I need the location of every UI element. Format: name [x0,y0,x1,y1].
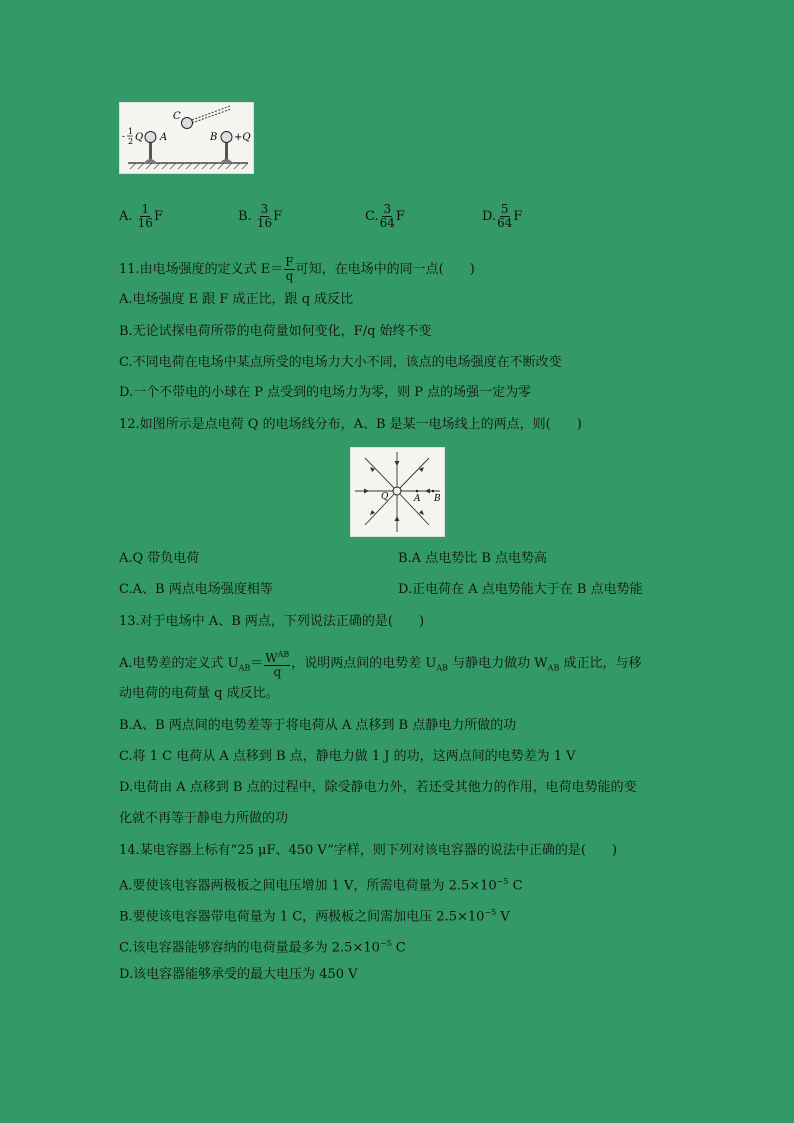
option-letter: D. [482,209,497,224]
q13-option-d-cont: 化就不再等于静电力所做的功 [119,811,289,826]
q10-option-b: B. $\frac{3}{16}$ F [238,202,283,230]
q14-option-a: A.要使该电容器两极板之间电压增加 1 V，所需电荷量为 $2.5\times 10^{-5}$ C [119,877,523,894]
q10-option-c: C. $\frac{3}{64}$ F [365,202,405,230]
q13-option-d: D.电荷由 A 点移到 B 点的过程中，除受静电力外，若还受其他力的作用，电荷电势能的变 [119,780,637,795]
label-a: A [414,494,421,504]
q11-option-b: B.无论试探电荷所带的电荷量如何变化，F/q 始终不变 [119,324,432,339]
fraction: $\frac{W^{AB}}{q}$ [265,650,290,679]
q12-option-d: D.正电荷在 A 点电势能大于在 B 点电势能 [398,582,643,597]
q10-figure [119,102,254,174]
q12-stem: 12.如图所示是点电荷 Q 的电场线分布，A、B 是某一电场线上的两点，则( ) [119,417,582,432]
q12-option-b: B.A 点电势比 B 点电势高 [398,551,548,566]
q14-option-c: C.该电容器能够容纳的电荷量最多为 $2.5\times 10^{-5}$ C [119,939,406,956]
label-c: C [173,111,181,122]
label-b: B [210,132,218,143]
fraction: $\frac{1}{16}$ [137,202,153,230]
fraction: $\frac{5}{64}$ [497,202,513,230]
label-half-num: 1 [128,127,134,136]
q13-stem: 13.对于电场中 A、B 两点，下列说法正确的是( ) [119,614,425,629]
q11-option-d: D.一个不带电的小球在 P 点受到的电场力为零，则 P 点的场强一定为零 [119,385,532,400]
field-lines-diagram [351,448,444,536]
q11-option-a: A.电场强度 E 跟 F 成正比，跟 q 成反比 [119,292,354,307]
label-a: A [160,132,168,143]
option-letter: B. [238,209,252,224]
label-q-right: +Q [234,132,251,143]
q11-stem: 11.由电场强度的定义式 E＝ $\frac{F}{q}$ 可知，在电场中的同一点( ) [119,255,475,283]
q14-stem: 14.某电容器上标有“25 μF、450 V”字样，则下列对该电容器的说法中正确的是( ) [119,843,618,858]
q12-option-a: A.Q 带负电荷 [119,551,200,566]
fraction: $\frac{3}{64}$ [379,202,395,230]
q13-option-b: B.A、B 两点间的电势差等于将电荷从 A 点移到 B 点静电力所做的功 [119,718,517,733]
q13-option-c: C.将 1 C 电荷从 A 点移到 B 点，静电力做 1 J 的功，这两点间的电势差为 1 V [119,749,576,764]
q14-option-b: B.要使该电容器带电荷量为 1 C，两极板之间需加电压 $2.5\times 10^{-5}$ V [119,908,510,925]
q14-option-d: D.该电容器能够承受的最大电压为 450 V [119,967,358,982]
label-half-den: 2 [128,137,134,146]
fraction: $\frac{F}{q}$ [285,255,294,283]
label-minus: - [122,132,126,142]
q10-option-a: A. $\frac{1}{16}$ F [119,202,163,230]
q13-option-a: A.电势差的定义式 $U_{AB}=$ $\frac{W^{AB}}{q}$ ，说明两点间的电势差 $U_{AB}$ 与静电力做功 $W_{AB}$ 成正比，与移 [119,650,642,679]
fraction: $\frac{3}{16}$ [256,202,273,230]
q10-option-d: D. $\frac{5}{64}$ F [482,202,523,230]
label-q: Q [381,492,389,502]
charged-spheres-diagram [120,103,253,173]
q12-option-c: C.A、B 两点电场强度相等 [119,582,273,597]
label-q-left: Q [135,132,144,143]
option-letter: A. [119,209,133,224]
q13-option-a-cont: 动电荷的电荷量 q 成反比。 [119,686,279,701]
option-letter: C. [365,209,379,224]
q12-figure [350,447,445,537]
label-b: B [434,494,441,504]
q11-option-c: C.不同电荷在电场中某点所受的电场力大小不同，该点的电场强度在不断改变 [119,355,562,370]
